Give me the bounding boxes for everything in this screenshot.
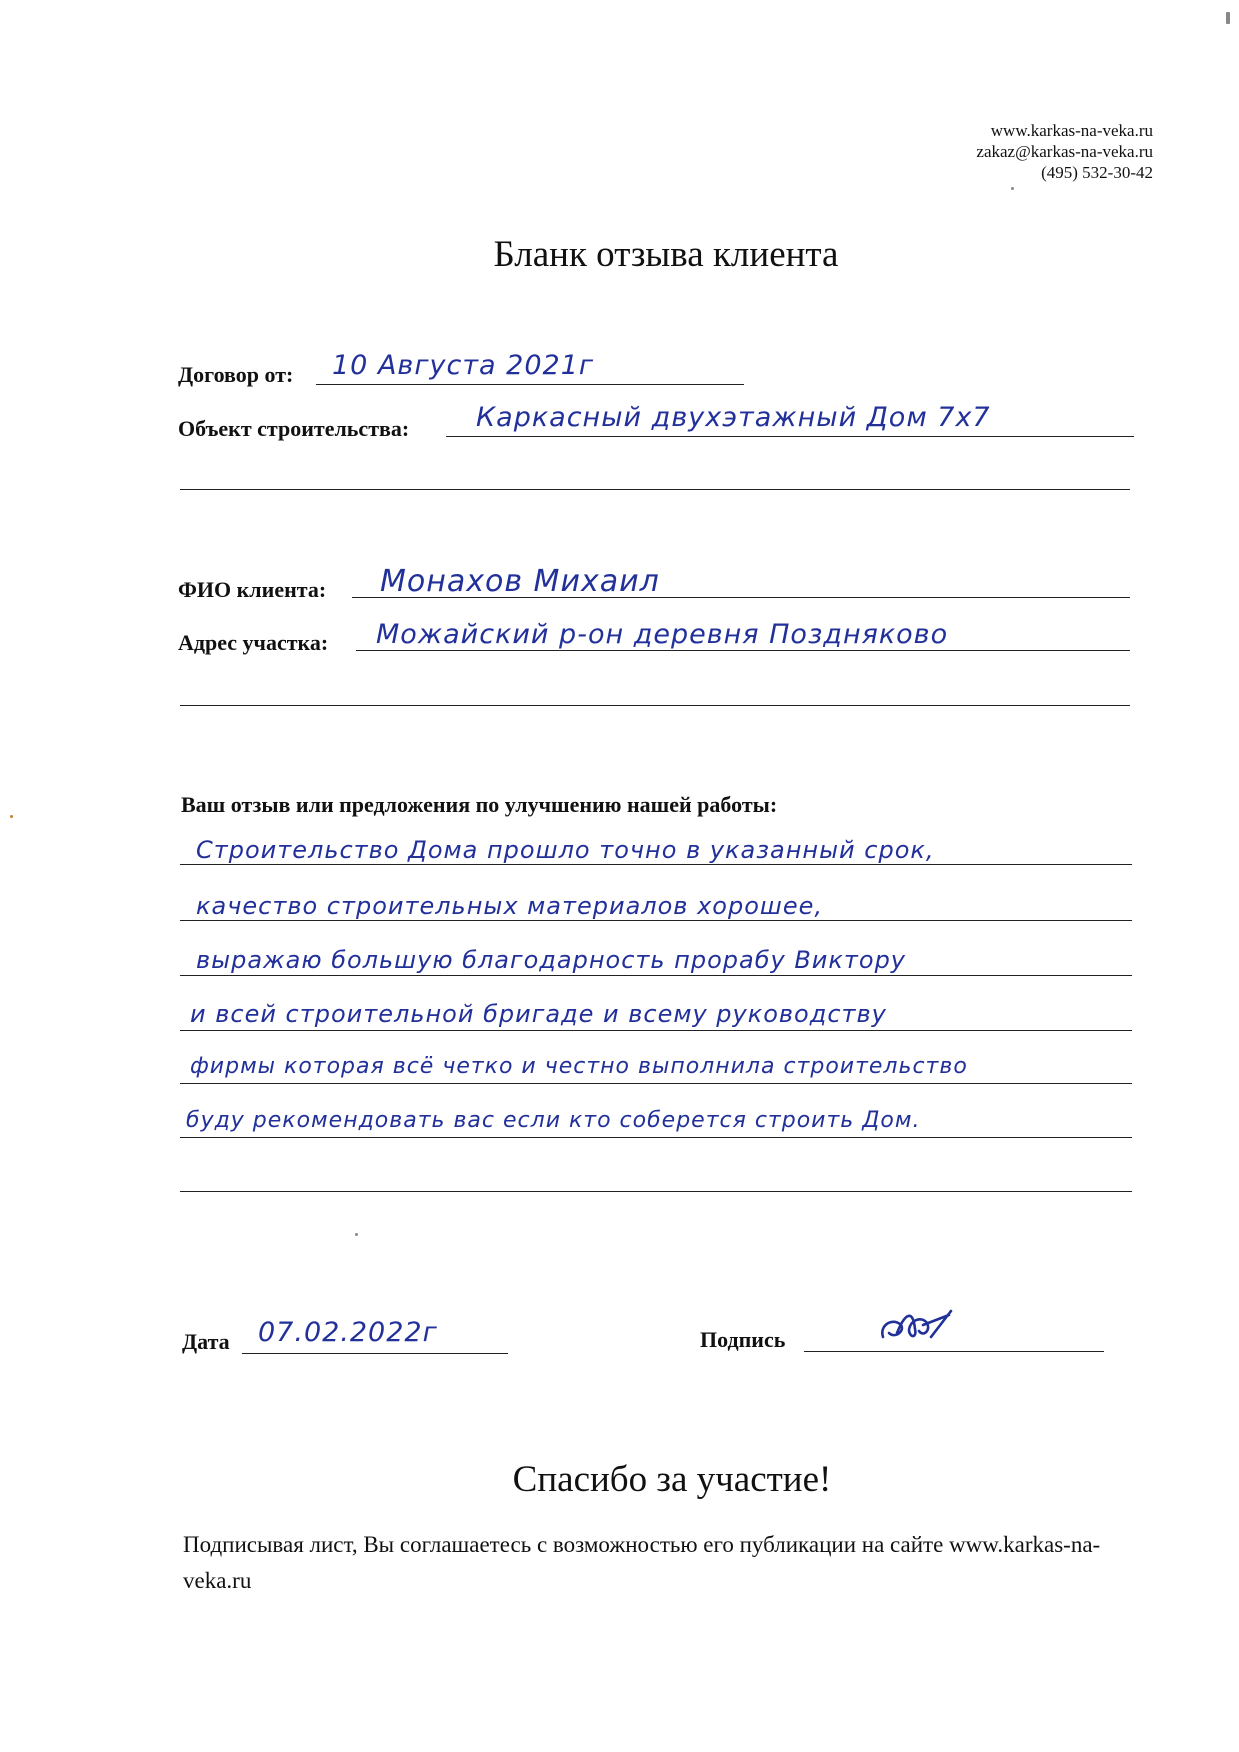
review-text-5: фирмы которая всё четко и честно выполнила строительство (190, 1054, 968, 1079)
address-value: Можайский р-он деревня Поздняково (376, 619, 949, 650)
client-label: ФИО клиента: (178, 577, 327, 602)
review-text-2: качество строительных материалов хорошее, (196, 892, 823, 920)
address-extra-line (180, 705, 1130, 706)
phone-text: (495) 532-30-42 (1041, 163, 1153, 182)
date-label: Дата (182, 1329, 230, 1354)
object-extra-line (180, 489, 1130, 490)
review-line-2 (180, 920, 1132, 921)
review-line-1 (180, 864, 1132, 865)
review-line-3 (180, 975, 1132, 976)
scan-speck (1226, 12, 1230, 24)
review-text-6: буду рекомендовать вас если кто соберется строить Дом. (186, 1108, 921, 1133)
review-line-7 (180, 1191, 1132, 1192)
review-line-5 (180, 1083, 1132, 1084)
object-line (446, 436, 1134, 437)
date-value: 07.02.2022г (258, 1317, 438, 1348)
signature-line (804, 1351, 1104, 1352)
contract-value: 10 Августа 2021г (332, 350, 595, 381)
object-value: Каркасный двухэтажный Дом 7х7 (476, 402, 991, 433)
contract-line (316, 384, 744, 385)
website-text: www.karkas-na-veka.ru (990, 121, 1153, 140)
scan-speck (10, 815, 13, 818)
email-text: zakaz@karkas-na-veka.ru (976, 142, 1153, 161)
review-label: Ваш отзыв или предложения по улучшению нашей работы: (181, 792, 778, 817)
signature-label: Подпись (700, 1327, 786, 1352)
contact-block (976, 120, 1153, 183)
review-text-1: Строительство Дома прошло точно в указанный срок, (196, 836, 935, 864)
review-line-4 (180, 1030, 1132, 1031)
scan-speck (355, 1233, 358, 1236)
contract-label: Договор от: (178, 362, 294, 387)
scan-speck (1011, 187, 1014, 190)
thanks-text: Спасибо за участие! (512, 1459, 832, 1500)
footer-notice: Подписывая лист, Вы соглашаетесь с возможностью его публикации на сайте www.karkas-na-veka.ru (183, 1532, 1101, 1593)
form-title: Бланк отзыва клиента (493, 234, 839, 275)
handwritten-signature (875, 1303, 955, 1345)
review-line-6 (180, 1137, 1132, 1138)
address-label: Адрес участка: (178, 630, 329, 655)
date-line (242, 1353, 508, 1354)
object-label: Объект строительства: (178, 416, 410, 441)
address-line (356, 650, 1130, 651)
review-text-3: выражаю большую благодарность прорабу Виктору (196, 946, 907, 974)
client-value: Монахов Михаил (380, 564, 660, 599)
review-text-4: и всей строительной бригаде и всему руководству (190, 1000, 887, 1028)
